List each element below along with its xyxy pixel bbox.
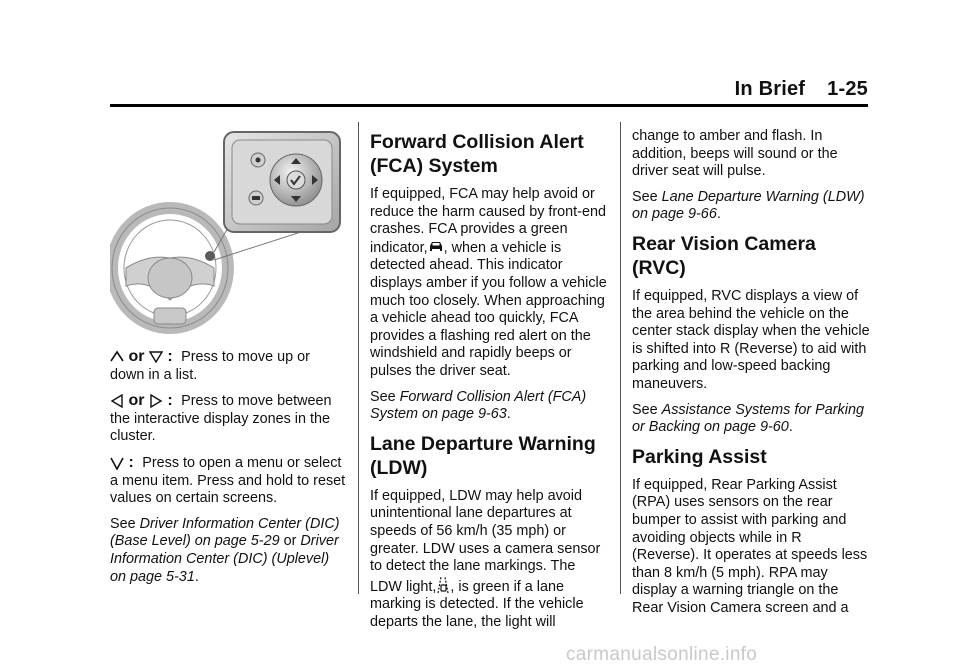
updown-instruction (110, 348, 346, 384)
running-header (735, 78, 868, 101)
select-symbol: : (110, 454, 138, 471)
ldw-see-prefix: See (632, 188, 662, 205)
rvc-heading: Rear Vision Camera (RVC) (632, 232, 816, 279)
fca-heading: Forward Collision Alert (FCA) System (370, 131, 584, 177)
see-prefix: See (110, 515, 140, 532)
column-3 (632, 128, 872, 625)
updown-text: Press to move up or down in a list. (110, 349, 310, 383)
dic-uplevel-link[interactable]: Driver Information Center (DIC) (Uplevel) on page 5-31 (110, 533, 339, 585)
steering-wheel-controls-icon (110, 126, 342, 334)
fca-link[interactable]: Forward Collision Alert (FCA) System on page 9-63 (370, 388, 587, 423)
steering-wheel-illustration (110, 126, 342, 334)
watermark: carmanualsonline.info (566, 644, 758, 665)
parking-assist-heading: Parking Assist (632, 445, 767, 468)
updown-symbols: or : (110, 348, 177, 365)
ldw-reference (632, 189, 872, 224)
page-number: 1-25 (827, 78, 868, 100)
column-divider-left (358, 122, 359, 594)
ldw-heading: Lane Departure Warning (LDW) (370, 432, 596, 479)
left-arrow-icon (110, 394, 124, 408)
see-mid: or (279, 533, 301, 550)
rvc-paragraph: If equipped, RVC displays a view of the area behind the vehicle on the center stack display when the vehicle is shifted into R (Reverse) to aid with parking and low-speed backing maneuvers. (632, 287, 870, 392)
ldw-see-suffix: . (716, 206, 721, 223)
ldw-text-b: , is green if a lane marking is detected. If the vehicle departs the lane, the light will (370, 578, 584, 630)
ldw-continuation: change to amber and flash. In addition, beeps will sound or the driver seat will pulse. (632, 128, 838, 180)
select-text: Press to open a menu or select a menu item. Press and hold to reset values on certain screens. (110, 454, 346, 507)
select-instruction (110, 454, 346, 508)
leftright-instruction (110, 392, 346, 446)
dic-reference (110, 516, 346, 586)
ldw-link[interactable]: Lane Departure Warning (LDW) on page 9-66 (632, 188, 865, 223)
ldw-paragraph (370, 488, 610, 632)
column-1 (110, 126, 346, 594)
rvc-link[interactable]: Assistance Systems for Parking or Backing on page 9-60 (632, 401, 864, 436)
fca-paragraph (370, 186, 610, 381)
rvc-see-suffix: . (788, 419, 793, 436)
fca-reference (370, 389, 610, 424)
header-rule (110, 104, 868, 107)
up-arrow-icon (110, 350, 124, 364)
see-suffix: . (194, 568, 199, 585)
rvc-see-prefix: See (632, 401, 662, 418)
dic-base-link[interactable]: Driver Information Center (DIC) (Base Level) on page 5-29 (110, 515, 340, 550)
parking-assist-paragraph: If equipped, Rear Parking Assist (RPA) uses sensors on the rear bumper to assist with parking and avoiding objects while in R (Reverse). It operates at speeds less than 8 km/h (5 mph). RPA may display a warning triangle on the Rear Vision Camera screen and a (632, 476, 868, 616)
down-arrow-icon (149, 350, 163, 364)
fca-see-prefix: See (370, 388, 400, 405)
right-arrow-icon (149, 394, 163, 408)
leftright-text: Press to move between the interactive display zones in the cluster. (110, 393, 332, 445)
fca-text-a: If equipped, FCA may help avoid or reduce the harm caused by front-end crashes. FCA provides a green indicator, (370, 186, 606, 256)
section-title: In Brief (734, 78, 806, 100)
ldw-text-a: If equipped, LDW may help avoid unintentional lane departures at speeds of 56 km/h (35 mph) or greater. LDW uses a camera sensor to detect the lane markings. The LDW light, (370, 487, 601, 595)
column-2 (370, 120, 610, 639)
column-divider-right (620, 122, 621, 594)
fca-see-suffix: . (506, 406, 511, 423)
fca-text-b: , when a vehicle is detected ahead. This indicator displays amber if you follow a vehicle much too closely. When approaching a vehicle ahead too quickly, FCA provides a flashing red alert on the windshield and rapidly beeps or pulses the driver seat. (370, 239, 607, 379)
leftright-symbols: or : (110, 392, 177, 409)
checkmark-icon (110, 456, 124, 470)
rvc-reference (632, 402, 872, 437)
lane-departure-icon (436, 576, 450, 594)
vehicle-ahead-icon (428, 239, 444, 255)
